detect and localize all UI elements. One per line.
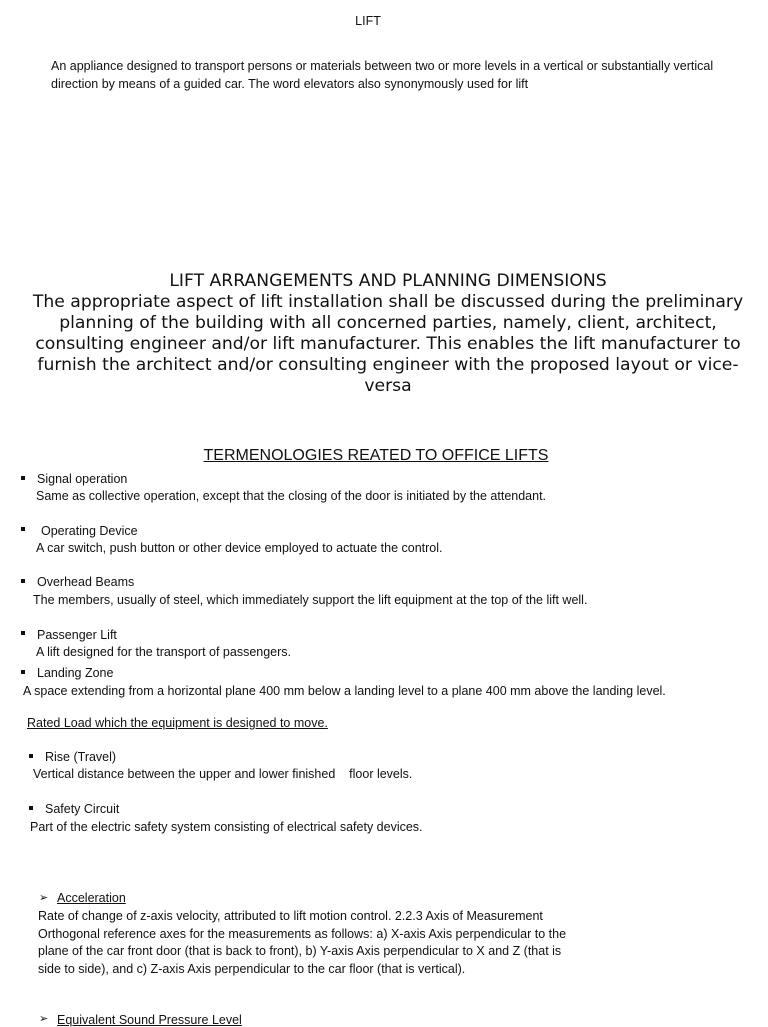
terminology-section-title: TERMENOLOGIES REATED TO OFFICE LIFTS <box>203 447 549 464</box>
bullet-icon <box>21 670 25 674</box>
term-rise-travel: Rise (Travel) <box>45 750 117 764</box>
arrow-bullet-icon: ➢ <box>39 1013 49 1025</box>
definition-landing-zone: A space extending from a horizontal plane 400 mm below a landing level to a plane 400 mm above the landing level. <box>23 684 666 698</box>
bullet-icon <box>29 754 33 758</box>
planning-heading-body: The appropriate aspect of lift installation shall be discussed during the preliminary planning of the building with all concerned parties, namely, client, architect, consulting engineer and/or lift manufacturer. This enables the lift manufacturer to furnish the architect and/or consulting engineer with the proposed layout or vice-versa <box>32 292 744 396</box>
definition-acceleration: Rate of change of z-axis velocity, attributed to lift motion control. 2.2.3 Axis of Measurement Orthogonal reference axes for the measurements as follows: a) X-axis Axis perpendicular to the plane of the car front door (that is back to front), b) Y-axis Axis perpendicular to X and Z (that is side to side), and c) Z-axis Axis perpendicular to the car floor (that is vertical). <box>38 909 567 977</box>
term-overhead-beams: Overhead Beams <box>37 575 135 589</box>
document-title: LIFT <box>355 14 381 28</box>
planning-heading-title: LIFT ARRANGEMENTS AND PLANNING DIMENSIONS <box>169 271 607 291</box>
term-operating-device: Operating Device <box>41 524 138 538</box>
definition-rise-travel: Vertical distance between the upper and lower finished floor levels. <box>33 767 413 781</box>
definition-passenger-lift: A lift designed for the transport of passengers. <box>36 645 292 659</box>
definition-safety-circuit: Part of the electric safety system consisting of electrical safety devices. <box>30 820 423 834</box>
arrow-bullet-icon: ➢ <box>39 892 49 904</box>
term-equivalent-sound-pressure-level: Equivalent Sound Pressure Level <box>57 1013 242 1027</box>
bullet-icon <box>21 476 25 480</box>
term-landing-zone: Landing Zone <box>37 666 114 680</box>
bullet-icon <box>21 631 25 635</box>
definition-signal-operation: Same as collective operation, except that the closing of the door is initiated by the attendant. <box>36 489 547 503</box>
bullet-icon <box>21 579 25 583</box>
definition-overhead-beams: The members, usually of steel, which immediately support the lift equipment at the top of the lift well. <box>33 593 588 607</box>
term-acceleration: Acceleration <box>57 891 126 905</box>
rated-load-note: Rated Load which the equipment is designed to move. <box>27 716 328 730</box>
term-signal-operation: Signal operation <box>37 472 128 486</box>
intro-paragraph: An appliance designed to transport persons or materials between two or more levels in a vertical or substantially vertical direction by means of a guided car. The word elevators also synonymously used for lift <box>51 59 714 91</box>
definition-operating-device: A car switch, push button or other device employed to actuate the control. <box>36 541 443 555</box>
bullet-icon <box>21 527 25 531</box>
bullet-icon <box>29 806 33 810</box>
term-passenger-lift: Passenger Lift <box>37 628 117 642</box>
term-safety-circuit: Safety Circuit <box>45 802 120 816</box>
planning-heading-block <box>20 271 756 397</box>
